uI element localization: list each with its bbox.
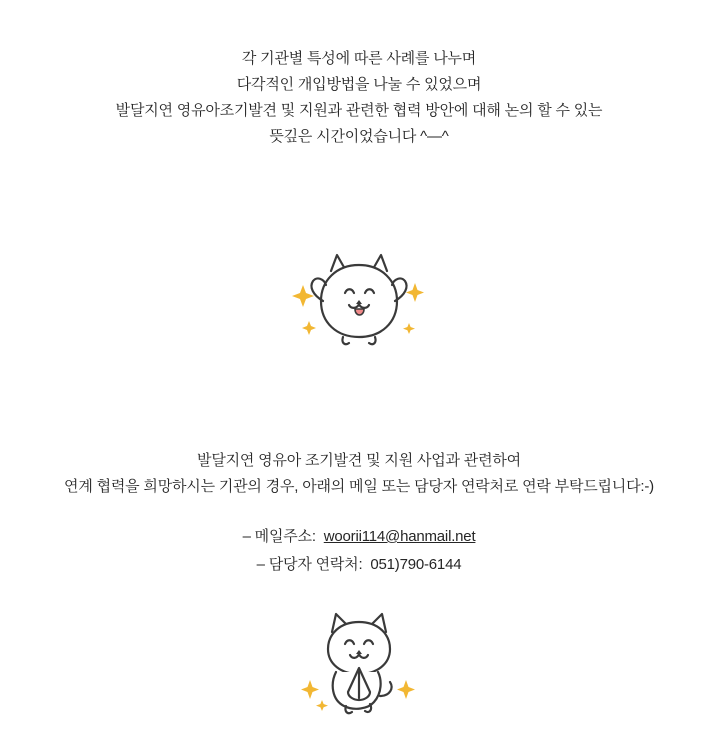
cheering-cat-illustration: [0, 243, 718, 353]
top-paragraph-line-1: 각 기관별 특성에 따른 사례를 나누며: [241, 50, 477, 67]
middle-paragraph: [0, 448, 718, 500]
top-paragraph-line-3: 발달지연 영유아조기발견 및 지원과 관련한 협력 방안에 대해 논의 할 수 있는: [115, 102, 603, 119]
contact-block: [0, 523, 718, 579]
middle-paragraph-line-1: 발달지연 영유아 조기발견 및 지원 사업과 관련하여: [197, 452, 521, 469]
cheering-cat-svg: [279, 243, 439, 353]
middle-paragraph-line-2: 연계 협력을 희망하시는 기관의 경우, 아래의 메일 또는 담당자 연락처로 연락 부탁드립니다:-): [64, 478, 654, 495]
email-link[interactable]: woorii114@hanmail.net: [323, 528, 476, 545]
praying-cat-svg: [274, 596, 444, 721]
phone-line: – 담당자 연락처: 051)790-6144: [256, 556, 462, 573]
top-paragraph: [0, 46, 718, 150]
top-paragraph-line-2: 다각적인 개입방법을 나눌 수 있었으며: [236, 76, 482, 93]
email-label: – 메일주소:: [242, 528, 324, 545]
top-paragraph-line-4: 뜻깊은 시간이었습니다 ^—^: [269, 128, 449, 145]
email-line: [0, 523, 718, 551]
praying-cat-illustration: [0, 596, 718, 721]
